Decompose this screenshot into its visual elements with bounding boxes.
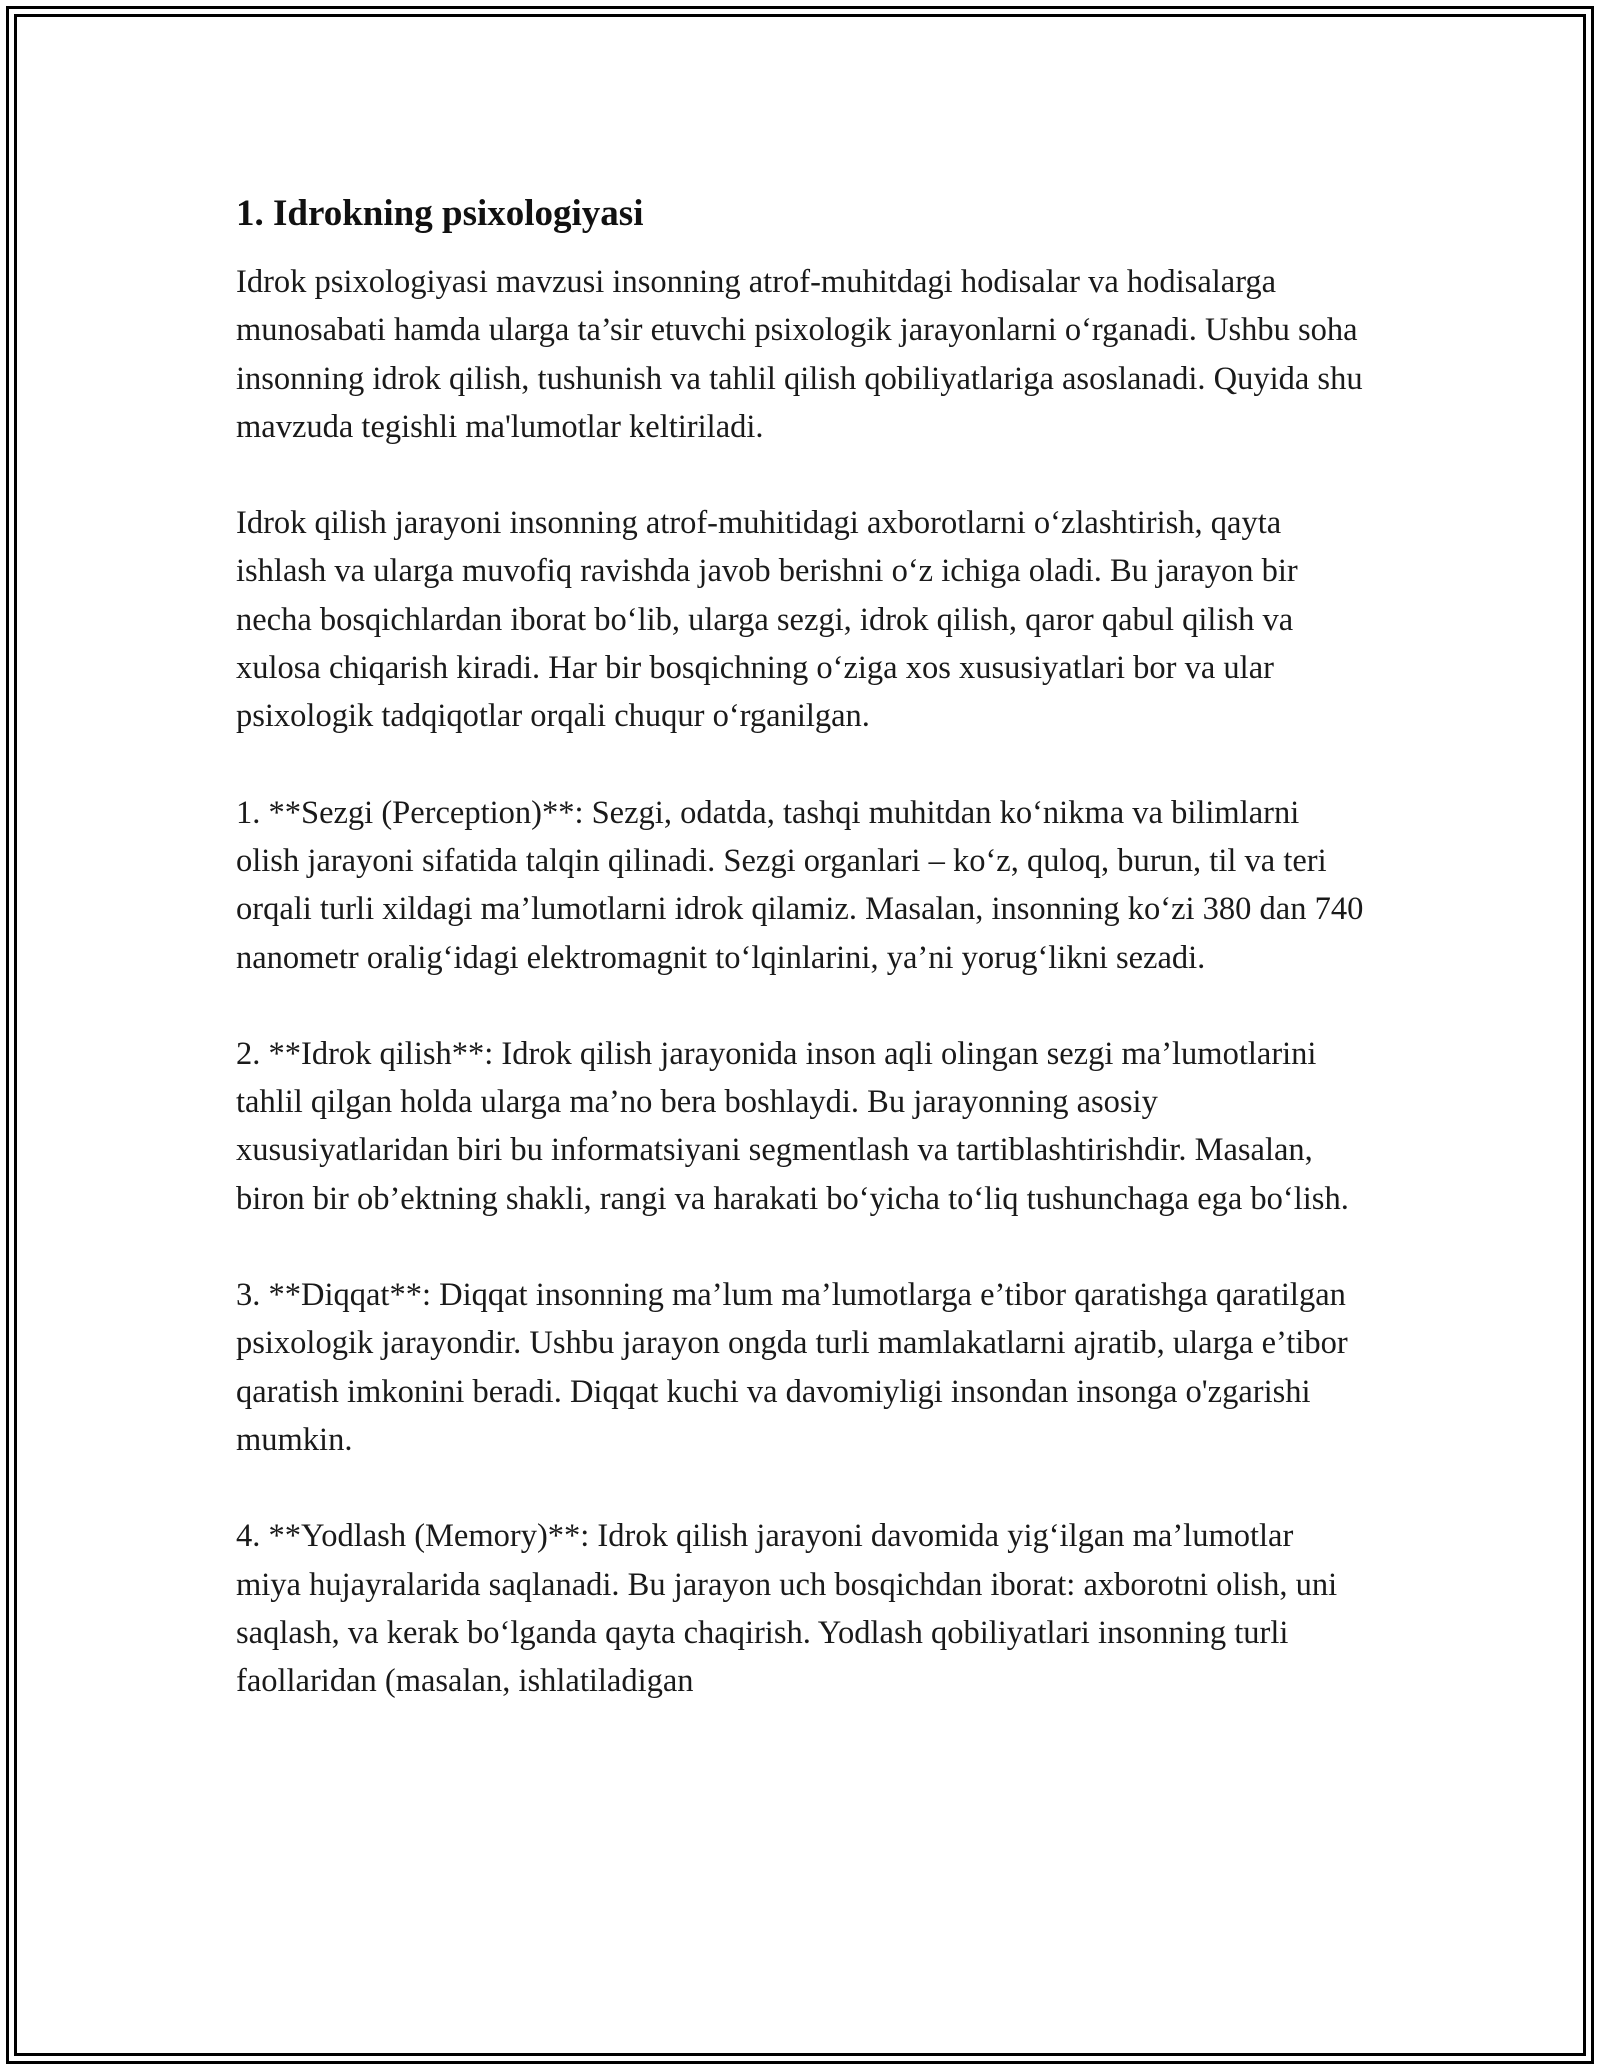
document-body	[236, 188, 1366, 1705]
paragraph-attention: 3. **Diqqat**: Diqqat insonning ma’lum ma’lumotlarga e’tibor qaratishga qaratilgan psixologik jarayondir. Ushbu jarayon ongda turli mamlakatlarni ajratib, ularga e’tibor qaratish imkonini beradi. Diqqat kuchi va davomiyligi insondan insonga o'zgarishi mumkin.	[236, 1277, 1348, 1458]
paragraph-intro: Idrok psixologiyasi mavzusi insonning atrof-muhitdagi hodisalar va hodisalarga munosabati hamda ularga ta’sir etuvchi psixologik jarayonlarni o‘rganadi. Ushbu soha insonning idrok qilish, tushunish va tahlil qilish qobiliyatlariga asoslanadi. Quyida shu mavzuda tegishli ma'lumotlar keltiriladi.	[236, 264, 1363, 445]
paragraph-perception: 1. **Sezgi (Perception)**: Sezgi, odatda, tashqi muhitdan ko‘nikma va bilimlarni olish jarayoni sifatida talqin qilinadi. Sezgi organlari – ko‘z, quloq, burun, til va teri orqali turli xildagi ma’lumotlarni idrok qilamiz. Masalan, insonning ko‘zi 380 dan 740 nanometr oralig‘idagi elektromagnit to‘lqinlarini, ya’ni yorug‘likni sezadi.	[236, 794, 1364, 976]
paragraph-memory: 4. **Yodlash (Memory)**: Idrok qilish jarayoni davomida yig‘ilgan ma’lumotlar miya hujayralarida saqlanadi. Bu jarayon uch bosqichdan iborat: axborotni olish, uni saqlash, va kerak bo‘lganda qayta chaqirish. Yodlash qobiliyatlari insonning turli faollaridan (masalan, ishlatiladigan	[236, 1518, 1338, 1700]
paragraph-cognition: 2. **Idrok qilish**: Idrok qilish jarayonida inson aqli olingan sezgi ma’lumotlarini tahlil qilgan holda ularga ma’no bera boshlaydi. Bu jarayonning asosiy xususiyatlaridan biri bu informatsiyani segmentlash va tartiblashtirishdir. Masalan, biron bir ob’ektning shakli, rangi va harakati bo‘yicha to‘liq tushunchaga ega bo‘lish.	[236, 1035, 1349, 1217]
document-title: 1. Idrokning psixologiyasi	[236, 193, 644, 234]
paragraph-process: Idrok qilish jarayoni insonning atrof-muhitidagi axborotlarni o‘zlashtirish, qayta ishlash va ularga muvofiq ravishda javob berishni o‘z ichiga oladi. Bu jarayon bir necha bosqichlardan iborat bo‘lib, ularga sezgi, idrok qilish, qaror qabul qilish va xulosa chiqarish kiradi. Har bir bosqichning o‘ziga xos xususiyatlari bor va ular psixologik tadqiqotlar orqali chuqur o‘rganilgan.	[236, 505, 1298, 735]
